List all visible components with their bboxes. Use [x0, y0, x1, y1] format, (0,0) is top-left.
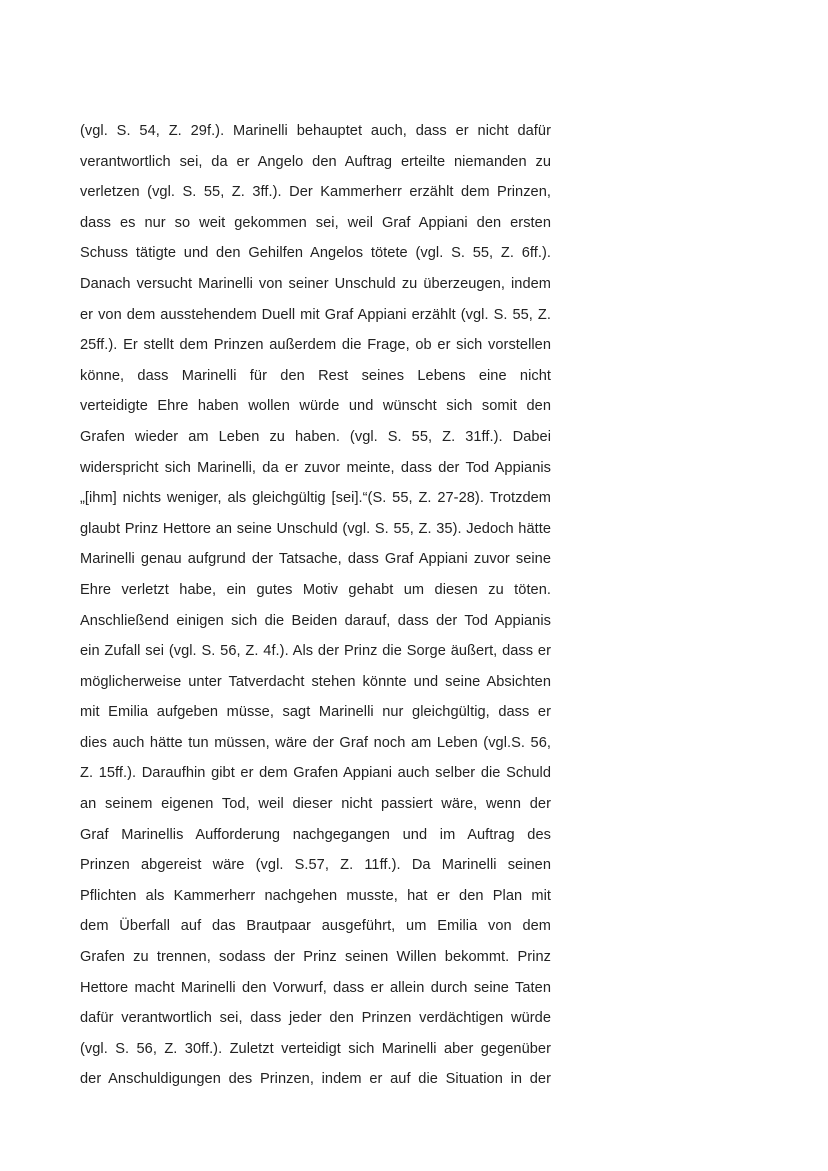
text-line: „[ihm] nichts weniger, als gleichgültig [sei].“(S. 55, Z. 27-28). Trotzdem	[80, 490, 551, 507]
text-line: verteidigte Ehre haben wollen würde und wünscht sich somit den	[80, 398, 551, 415]
text-line: dass es nur so weit gekommen sei, weil Graf Appiani den ersten	[80, 214, 551, 231]
text-line: Ehre verletzt habe, ein gutes Motiv gehabt um diesen zu töten.	[80, 581, 551, 598]
text-line: Danach versucht Marinelli von seiner Unschuld zu überzeugen, indem	[80, 275, 551, 292]
text-line: dem Überfall auf das Brautpaar ausgeführt, um Emilia von dem	[80, 918, 551, 935]
text-line: Marinelli genau aufgrund der Tatsache, dass Graf Appiani zuvor seine	[80, 551, 551, 568]
text-line: widerspricht sich Marinelli, da er zuvor meinte, dass der Tod Appianis	[80, 459, 551, 476]
text-line: könne, dass Marinelli für den Rest seines Lebens eine nicht	[80, 367, 551, 384]
text-line: (vgl. S. 56, Z. 30ff.). Zuletzt verteidigt sich Marinelli aber gegenüber	[80, 1040, 551, 1057]
text-line: Hettore macht Marinelli den Vorwurf, dass er allein durch seine Taten	[80, 979, 551, 996]
text-line: glaubt Prinz Hettore an seine Unschuld (vgl. S. 55, Z. 35). Jedoch hätte	[80, 520, 551, 537]
text-line: Grafen wieder am Leben zu haben. (vgl. S. 55, Z. 31ff.). Dabei	[80, 428, 551, 445]
text-line: der Anschuldigungen des Prinzen, indem er auf die Situation in der	[80, 1071, 551, 1088]
text-line: Pflichten als Kammerherr nachgehen musste, hat er den Plan mit	[80, 887, 551, 904]
text-line: dafür verantwortlich sei, dass jeder den Prinzen verdächtigen würde	[80, 1010, 551, 1027]
text-line: Graf Marinellis Aufforderung nachgegangen und im Auftrag des	[80, 826, 551, 843]
text-line: möglicherweise unter Tatverdacht stehen könnte und seine Absichten	[80, 673, 551, 690]
text-line: Schuss tätigte und den Gehilfen Angelos tötete (vgl. S. 55, Z. 6ff.).	[80, 245, 551, 262]
text-line: an seinem eigenen Tod, weil dieser nicht passiert wäre, wenn der	[80, 796, 551, 813]
text-line: Z. 15ff.). Daraufhin gibt er dem Grafen Appiani auch selber die Schuld	[80, 765, 551, 782]
text-line: Grafen zu trennen, sodass der Prinz seinen Willen bekommt. Prinz	[80, 949, 551, 966]
text-line: (vgl. S. 54, Z. 29f.). Marinelli behauptet auch, dass er nicht dafür	[80, 123, 551, 139]
text-line: verletzen (vgl. S. 55, Z. 3ff.). Der Kammerherr erzählt dem Prinzen,	[80, 184, 551, 201]
text-line: mit Emilia aufgeben müsse, sagt Marinelli nur gleichgültig, dass er	[80, 704, 551, 721]
body-text	[80, 116, 551, 1095]
text-line: dies auch hätte tun müssen, wäre der Graf noch am Leben (vgl.S. 56,	[80, 734, 551, 751]
text-line: Prinzen abgereist wäre (vgl. S.57, Z. 11ff.). Da Marinelli seinen	[80, 857, 551, 874]
text-line: Anschließend einigen sich die Beiden darauf, dass der Tod Appianis	[80, 612, 551, 629]
text-line: verantwortlich sei, da er Angelo den Auftrag erteilte niemanden zu	[80, 153, 551, 170]
text-line: ein Zufall sei (vgl. S. 56, Z. 4f.). Als der Prinz die Sorge äußert, dass er	[80, 643, 551, 660]
text-line: er von dem ausstehendem Duell mit Graf Appiani erzählt (vgl. S. 55, Z.	[80, 306, 551, 323]
text-line: 25ff.). Er stellt dem Prinzen außerdem die Frage, ob er sich vorstellen	[80, 337, 551, 354]
